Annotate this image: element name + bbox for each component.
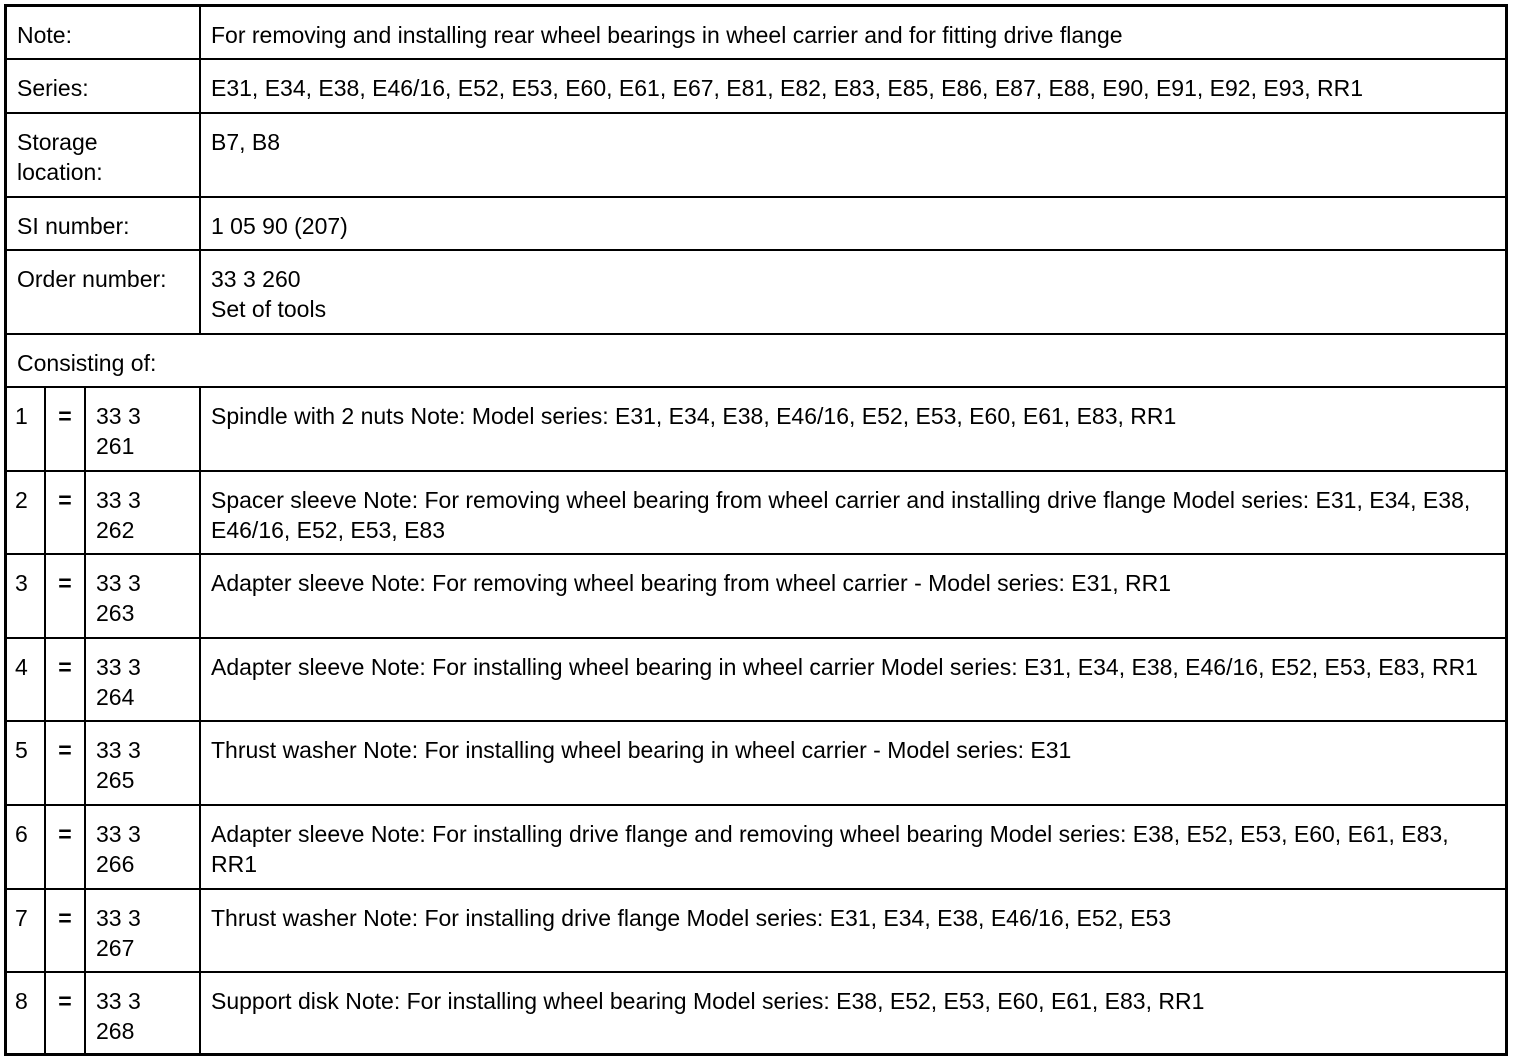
item-description: Thrust washer Note: For installing wheel bearing in wheel carrier - Model series: E31 [200, 721, 1505, 805]
order-number-code: 33 3 260 [211, 266, 301, 292]
part-number [85, 471, 200, 554]
item-description: Thrust washer Note: For installing drive flange Model series: E31, E34, E38, E46/16, E52, E53 [200, 889, 1505, 972]
part-number-line1: 33 3 [96, 905, 141, 931]
consisting-of-label: Consisting of: [7, 334, 1505, 387]
part-number-line2: 263 [96, 600, 135, 626]
item-number: 7 [7, 889, 45, 972]
part-number-line2: 266 [96, 851, 135, 877]
part-number [85, 554, 200, 638]
part-number [85, 889, 200, 972]
part-number-line1: 33 3 [96, 654, 141, 680]
part-number [85, 721, 200, 805]
part-number-line1: 33 3 [96, 737, 141, 763]
equals-sign: = [45, 638, 85, 721]
part-number [85, 972, 200, 1056]
consisting-of-row [7, 334, 1505, 387]
part-number [85, 387, 200, 471]
item-number: 2 [7, 471, 45, 554]
si-number-value: 1 05 90 (207) [200, 197, 1505, 250]
part-number-line1: 33 3 [96, 988, 141, 1014]
order-number-row [7, 250, 1505, 334]
si-number-row [7, 197, 1505, 250]
table-row [7, 721, 1505, 805]
item-number: 1 [7, 387, 45, 471]
order-number-label: Order number: [7, 250, 200, 334]
order-number-desc: Set of tools [211, 296, 327, 322]
part-number-line1: 33 3 [96, 821, 141, 847]
table-row [7, 972, 1505, 1056]
item-number: 8 [7, 972, 45, 1056]
item-description: Adapter sleeve Note: For installing wheel bearing in wheel carrier Model series: E31, E34, E38, E46/16, E52, E53, E83, RR1 [200, 638, 1505, 721]
equals-sign: = [45, 889, 85, 972]
table-row [7, 638, 1505, 721]
tool-spec-table [7, 7, 1505, 1056]
table-row [7, 805, 1505, 889]
item-description: Adapter sleeve Note: For removing wheel bearing from wheel carrier - Model series: E31, RR1 [200, 554, 1505, 638]
item-description: Spindle with 2 nuts Note: Model series: E31, E34, E38, E46/16, E52, E53, E60, E61, E83, RR1 [200, 387, 1505, 471]
storage-value: B7, B8 [200, 113, 1505, 197]
part-number-line2: 264 [96, 684, 135, 710]
equals-sign: = [45, 721, 85, 805]
equals-sign: = [45, 554, 85, 638]
item-number: 3 [7, 554, 45, 638]
item-number: 5 [7, 721, 45, 805]
part-number [85, 805, 200, 889]
series-row [7, 59, 1505, 113]
table-row [7, 387, 1505, 471]
part-number [85, 638, 200, 721]
equals-sign: = [45, 805, 85, 889]
part-number-line2: 261 [96, 433, 135, 459]
part-number-line2: 268 [96, 1018, 135, 1044]
tool-spec-sheet [4, 4, 1508, 1056]
equals-sign: = [45, 387, 85, 471]
item-number: 6 [7, 805, 45, 889]
table-row [7, 554, 1505, 638]
item-description: Adapter sleeve Note: For installing drive flange and removing wheel bearing Model series: E38, E52, E53, E60, E61, E83, RR1 [200, 805, 1505, 889]
part-number-line1: 33 3 [96, 403, 141, 429]
series-label: Series: [7, 59, 200, 113]
part-number-line2: 267 [96, 935, 135, 961]
si-number-label: SI number: [7, 197, 200, 250]
series-value: E31, E34, E38, E46/16, E52, E53, E60, E61, E67, E81, E82, E83, E85, E86, E87, E88, E90, E91, E92, E93, RR1 [200, 59, 1505, 113]
order-number-value [200, 250, 1505, 334]
note-label: Note: [7, 7, 200, 59]
storage-row [7, 113, 1505, 197]
part-number-line1: 33 3 [96, 570, 141, 596]
table-row [7, 471, 1505, 554]
note-value: For removing and installing rear wheel bearings in wheel carrier and for fitting drive flange [200, 7, 1505, 59]
storage-label [7, 113, 200, 197]
item-description: Spacer sleeve Note: For removing wheel bearing from wheel carrier and installing drive flange Model series: E31, E34, E38, E46/16, E52, E53, E83 [200, 471, 1505, 554]
equals-sign: = [45, 471, 85, 554]
item-number: 4 [7, 638, 45, 721]
part-number-line2: 262 [96, 517, 135, 543]
item-description: Support disk Note: For installing wheel bearing Model series: E38, E52, E53, E60, E61, E83, RR1 [200, 972, 1505, 1056]
part-number-line2: 265 [96, 767, 135, 793]
storage-label-line1: Storage [17, 129, 98, 155]
equals-sign: = [45, 972, 85, 1056]
table-row [7, 889, 1505, 972]
note-row [7, 7, 1505, 59]
part-number-line1: 33 3 [96, 487, 141, 513]
storage-label-line2: location: [17, 159, 103, 185]
